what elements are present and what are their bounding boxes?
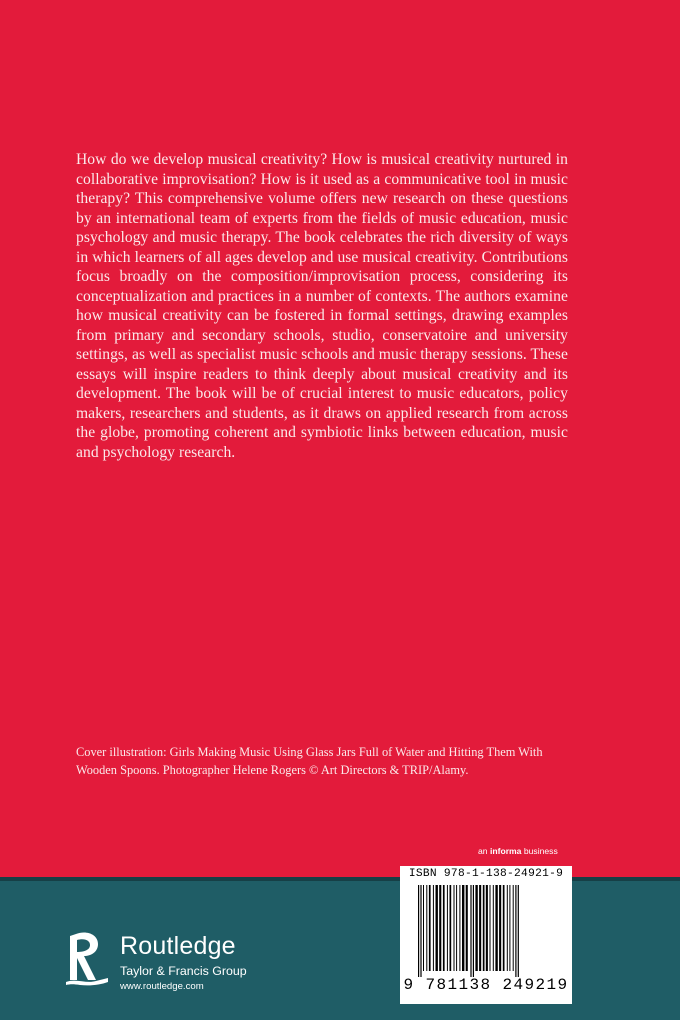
isbn-label: ISBN 978-1-138-24921-9	[408, 868, 564, 880]
publisher-url[interactable]: www.routledge.com	[120, 981, 204, 992]
barcode-bar	[473, 885, 474, 977]
tagline-prefix: an	[478, 846, 490, 856]
barcode-icon	[410, 885, 564, 977]
barcode-bar	[475, 885, 477, 971]
barcode-bar	[515, 885, 516, 977]
barcode-panel	[400, 866, 572, 1004]
publisher-bar-stripe	[0, 877, 680, 881]
barcode-bar	[513, 885, 514, 971]
barcode-bar	[507, 885, 508, 971]
book-description: How do we develop musical creativity? How is musical creativity nurtured in collaborative improvisation? How is it used as a communicative tool in music therapy? This comprehensive volume offers new research on these questions by an international team of experts from the fields of music education, music psychology and music therapy. The book celebrates the rich diversity of ways in which learners of all ages develop and use musical creativity. Contributions focus broadly on the composition/improvisation process, considering its conceptualization and practices in a number of contexts. The authors examine how musical creativity can be fostered in formal settings, drawing examples from primary and secondary schools, studio, conservatoire and university settings, as well as specialist music schools and music therapy sessions. These essays will inspire readers to think deeply about musical creativity and its development. The book will be of crucial interest to music educators, policy makers, researchers and students, as it draws on applied research from across the globe, promoting coherent and symbiotic links between education, music and psychology research.	[76, 151, 568, 461]
barcode-bar	[423, 885, 424, 971]
barcode-bar	[418, 885, 419, 977]
barcode-bar	[439, 885, 441, 971]
barcode-bar	[420, 885, 421, 977]
cover-illustration-credit: Cover illustration: Girls Making Music Using Glass Jars Full of Water and Hitting Them With Wooden Spoons. Photographer Helene Rogers © Art Directors & TRIP/Alamy.	[76, 745, 543, 777]
barcode-bar	[450, 885, 452, 971]
ean-digits: 9 781138 249219	[403, 976, 569, 994]
barcode-bar	[518, 885, 519, 977]
barcode-bar	[462, 885, 464, 971]
barcode-bar	[470, 885, 471, 977]
tagline-suffix: business	[521, 846, 558, 856]
publisher-group: Taylor & Francis Group	[120, 964, 247, 978]
barcode-bar	[436, 885, 438, 971]
barcode-bar	[486, 885, 488, 971]
barcode-bar	[433, 885, 434, 971]
routledge-logo-icon	[62, 928, 112, 988]
informa-business-tagline	[478, 846, 558, 856]
informa-brand: informa	[489, 846, 522, 856]
barcode-bar	[454, 885, 455, 971]
barcode-bar	[456, 885, 457, 971]
barcode-bar	[483, 885, 485, 971]
barcode-bar	[509, 885, 510, 971]
barcode-bar	[495, 885, 497, 971]
barcode-bar	[426, 885, 427, 971]
barcode-bar	[459, 885, 460, 971]
barcode-bar	[499, 885, 501, 971]
barcode-bar	[429, 885, 431, 971]
barcode-bar	[490, 885, 491, 971]
barcode-bar	[447, 885, 448, 971]
barcode-bar	[443, 885, 445, 971]
barcode-bar	[503, 885, 505, 971]
barcode-bar	[493, 885, 494, 971]
publisher-name: Routledge	[120, 932, 236, 960]
barcode-bar	[466, 885, 468, 971]
barcode-bar	[479, 885, 481, 971]
